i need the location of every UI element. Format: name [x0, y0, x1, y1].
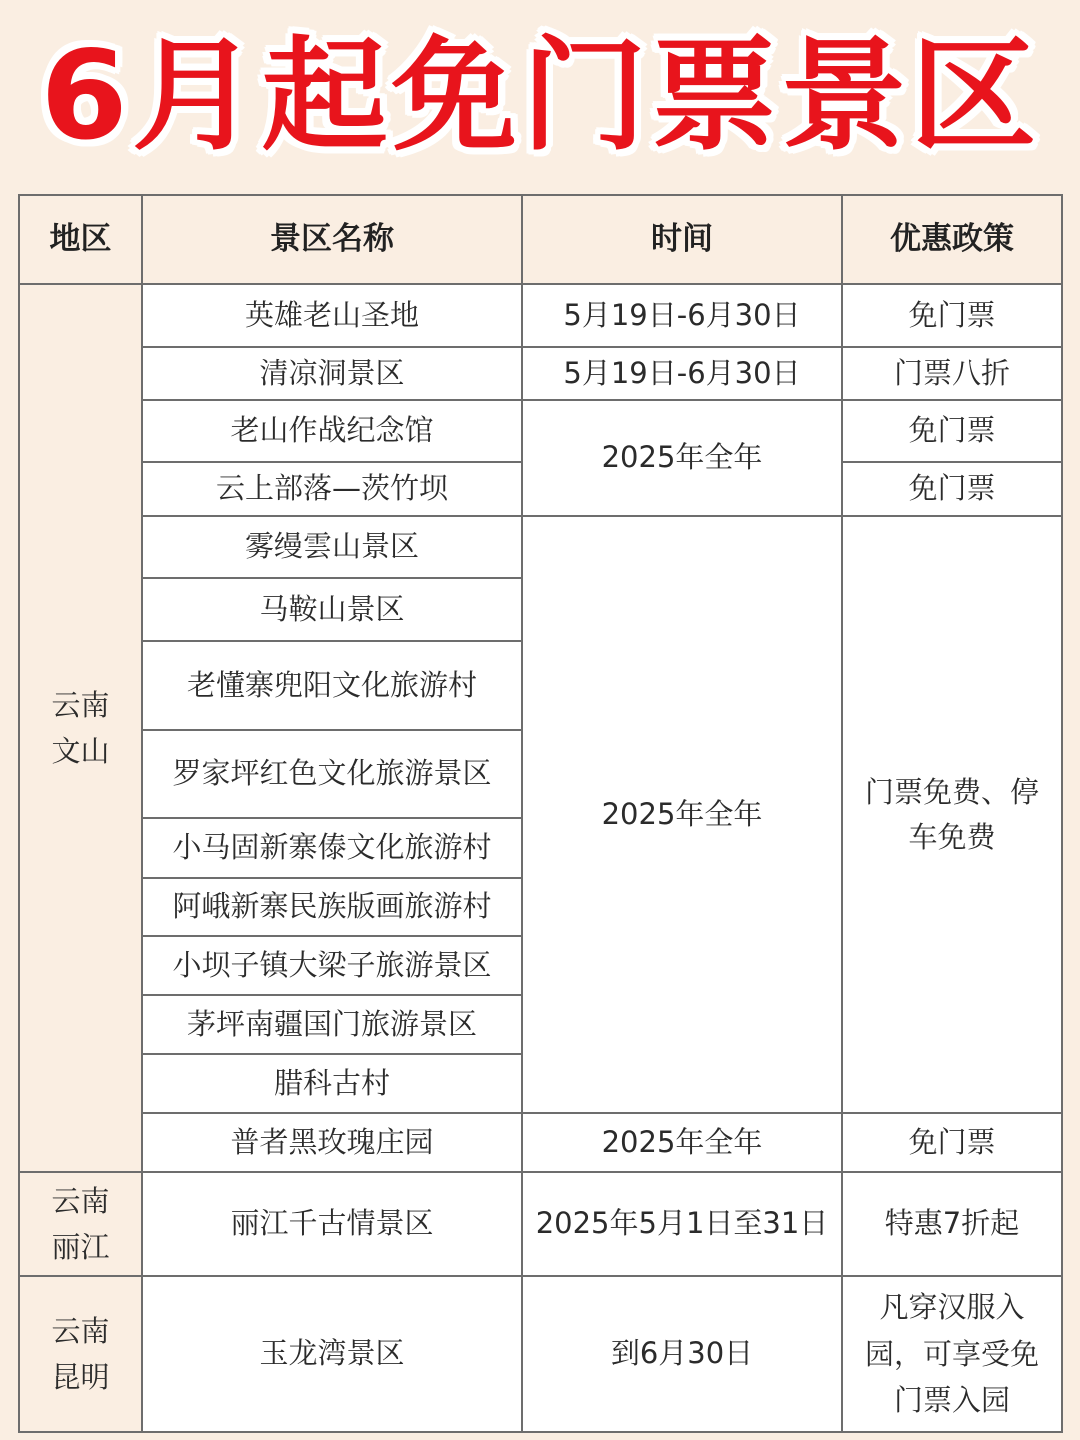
table-row	[19, 1172, 1062, 1276]
policy-cell: 免门票	[842, 284, 1062, 347]
table-row	[19, 284, 1062, 347]
header-scenic-name: 景区名称	[142, 195, 522, 284]
region-label: 云南丽江	[51, 1183, 110, 1264]
region-cell-kunming	[19, 1276, 142, 1432]
time-cell: 2025年5月1日至31日	[522, 1172, 842, 1276]
scenic-name-cell: 清凉洞景区	[142, 347, 522, 400]
scenic-name-cell: 玉龙湾景区	[142, 1276, 522, 1432]
table-header-row	[19, 195, 1062, 284]
scenic-table	[18, 194, 1063, 1433]
scenic-name-cell: 老山作战纪念馆	[142, 400, 522, 462]
scenic-name-cell: 老懂寨兜阳文化旅游村	[142, 641, 522, 730]
scenic-name-cell: 普者黑玫瑰庄园	[142, 1113, 522, 1172]
header-region: 地区	[19, 195, 142, 284]
scenic-name-cell: 小坝子镇大梁子旅游景区	[142, 936, 522, 995]
scenic-name-cell: 马鞍山景区	[142, 578, 522, 641]
scenic-name-cell: 腊科古村	[142, 1054, 522, 1113]
policy-cell: 免门票	[842, 462, 1062, 516]
policy-cell	[842, 516, 1062, 1113]
header-policy: 优惠政策	[842, 195, 1062, 284]
table-row	[19, 347, 1062, 400]
scenic-name-cell: 茅坪南疆国门旅游景区	[142, 995, 522, 1054]
scenic-name-cell: 小马固新寨傣文化旅游村	[142, 818, 522, 878]
policy-cell	[842, 1276, 1062, 1432]
region-cell-lijiang	[19, 1172, 142, 1276]
policy-text: 门票免费、停车免费	[864, 774, 1039, 854]
scenic-name-cell: 丽江千古情景区	[142, 1172, 522, 1276]
region-cell-wenshan	[19, 284, 142, 1172]
policy-cell: 特惠7折起	[842, 1172, 1062, 1276]
time-cell: 2025年全年	[522, 400, 842, 516]
policy-cell: 免门票	[842, 400, 1062, 462]
time-cell: 5月19日-6月30日	[522, 347, 842, 400]
table-row	[19, 1276, 1062, 1432]
header-time: 时间	[522, 195, 842, 284]
table-row	[19, 516, 1062, 578]
scenic-name-cell: 阿峨新寨民族版画旅游村	[142, 878, 522, 936]
table-row	[19, 400, 1062, 462]
page-title: 6月起免门票景区	[39, 25, 1041, 167]
time-cell: 到6月30日	[522, 1276, 842, 1432]
region-label: 云南文山	[51, 687, 110, 768]
table-row	[19, 1113, 1062, 1172]
time-cell: 2025年全年	[522, 1113, 842, 1172]
time-cell: 2025年全年	[522, 516, 842, 1113]
scenic-name-cell: 雾缦雲山景区	[142, 516, 522, 578]
time-cell: 5月19日-6月30日	[522, 284, 842, 347]
policy-cell: 免门票	[842, 1113, 1062, 1172]
region-label: 云南昆明	[51, 1313, 110, 1394]
scenic-name-cell: 英雄老山圣地	[142, 284, 522, 347]
policy-cell: 门票八折	[842, 347, 1062, 400]
scenic-name-cell: 罗家坪红色文化旅游景区	[142, 730, 522, 818]
policy-text: 凡穿汉服入园，可享受免门票入园	[864, 1290, 1039, 1418]
title-banner	[0, 0, 1080, 192]
scenic-name-cell: 云上部落—茨竹坝	[142, 462, 522, 516]
